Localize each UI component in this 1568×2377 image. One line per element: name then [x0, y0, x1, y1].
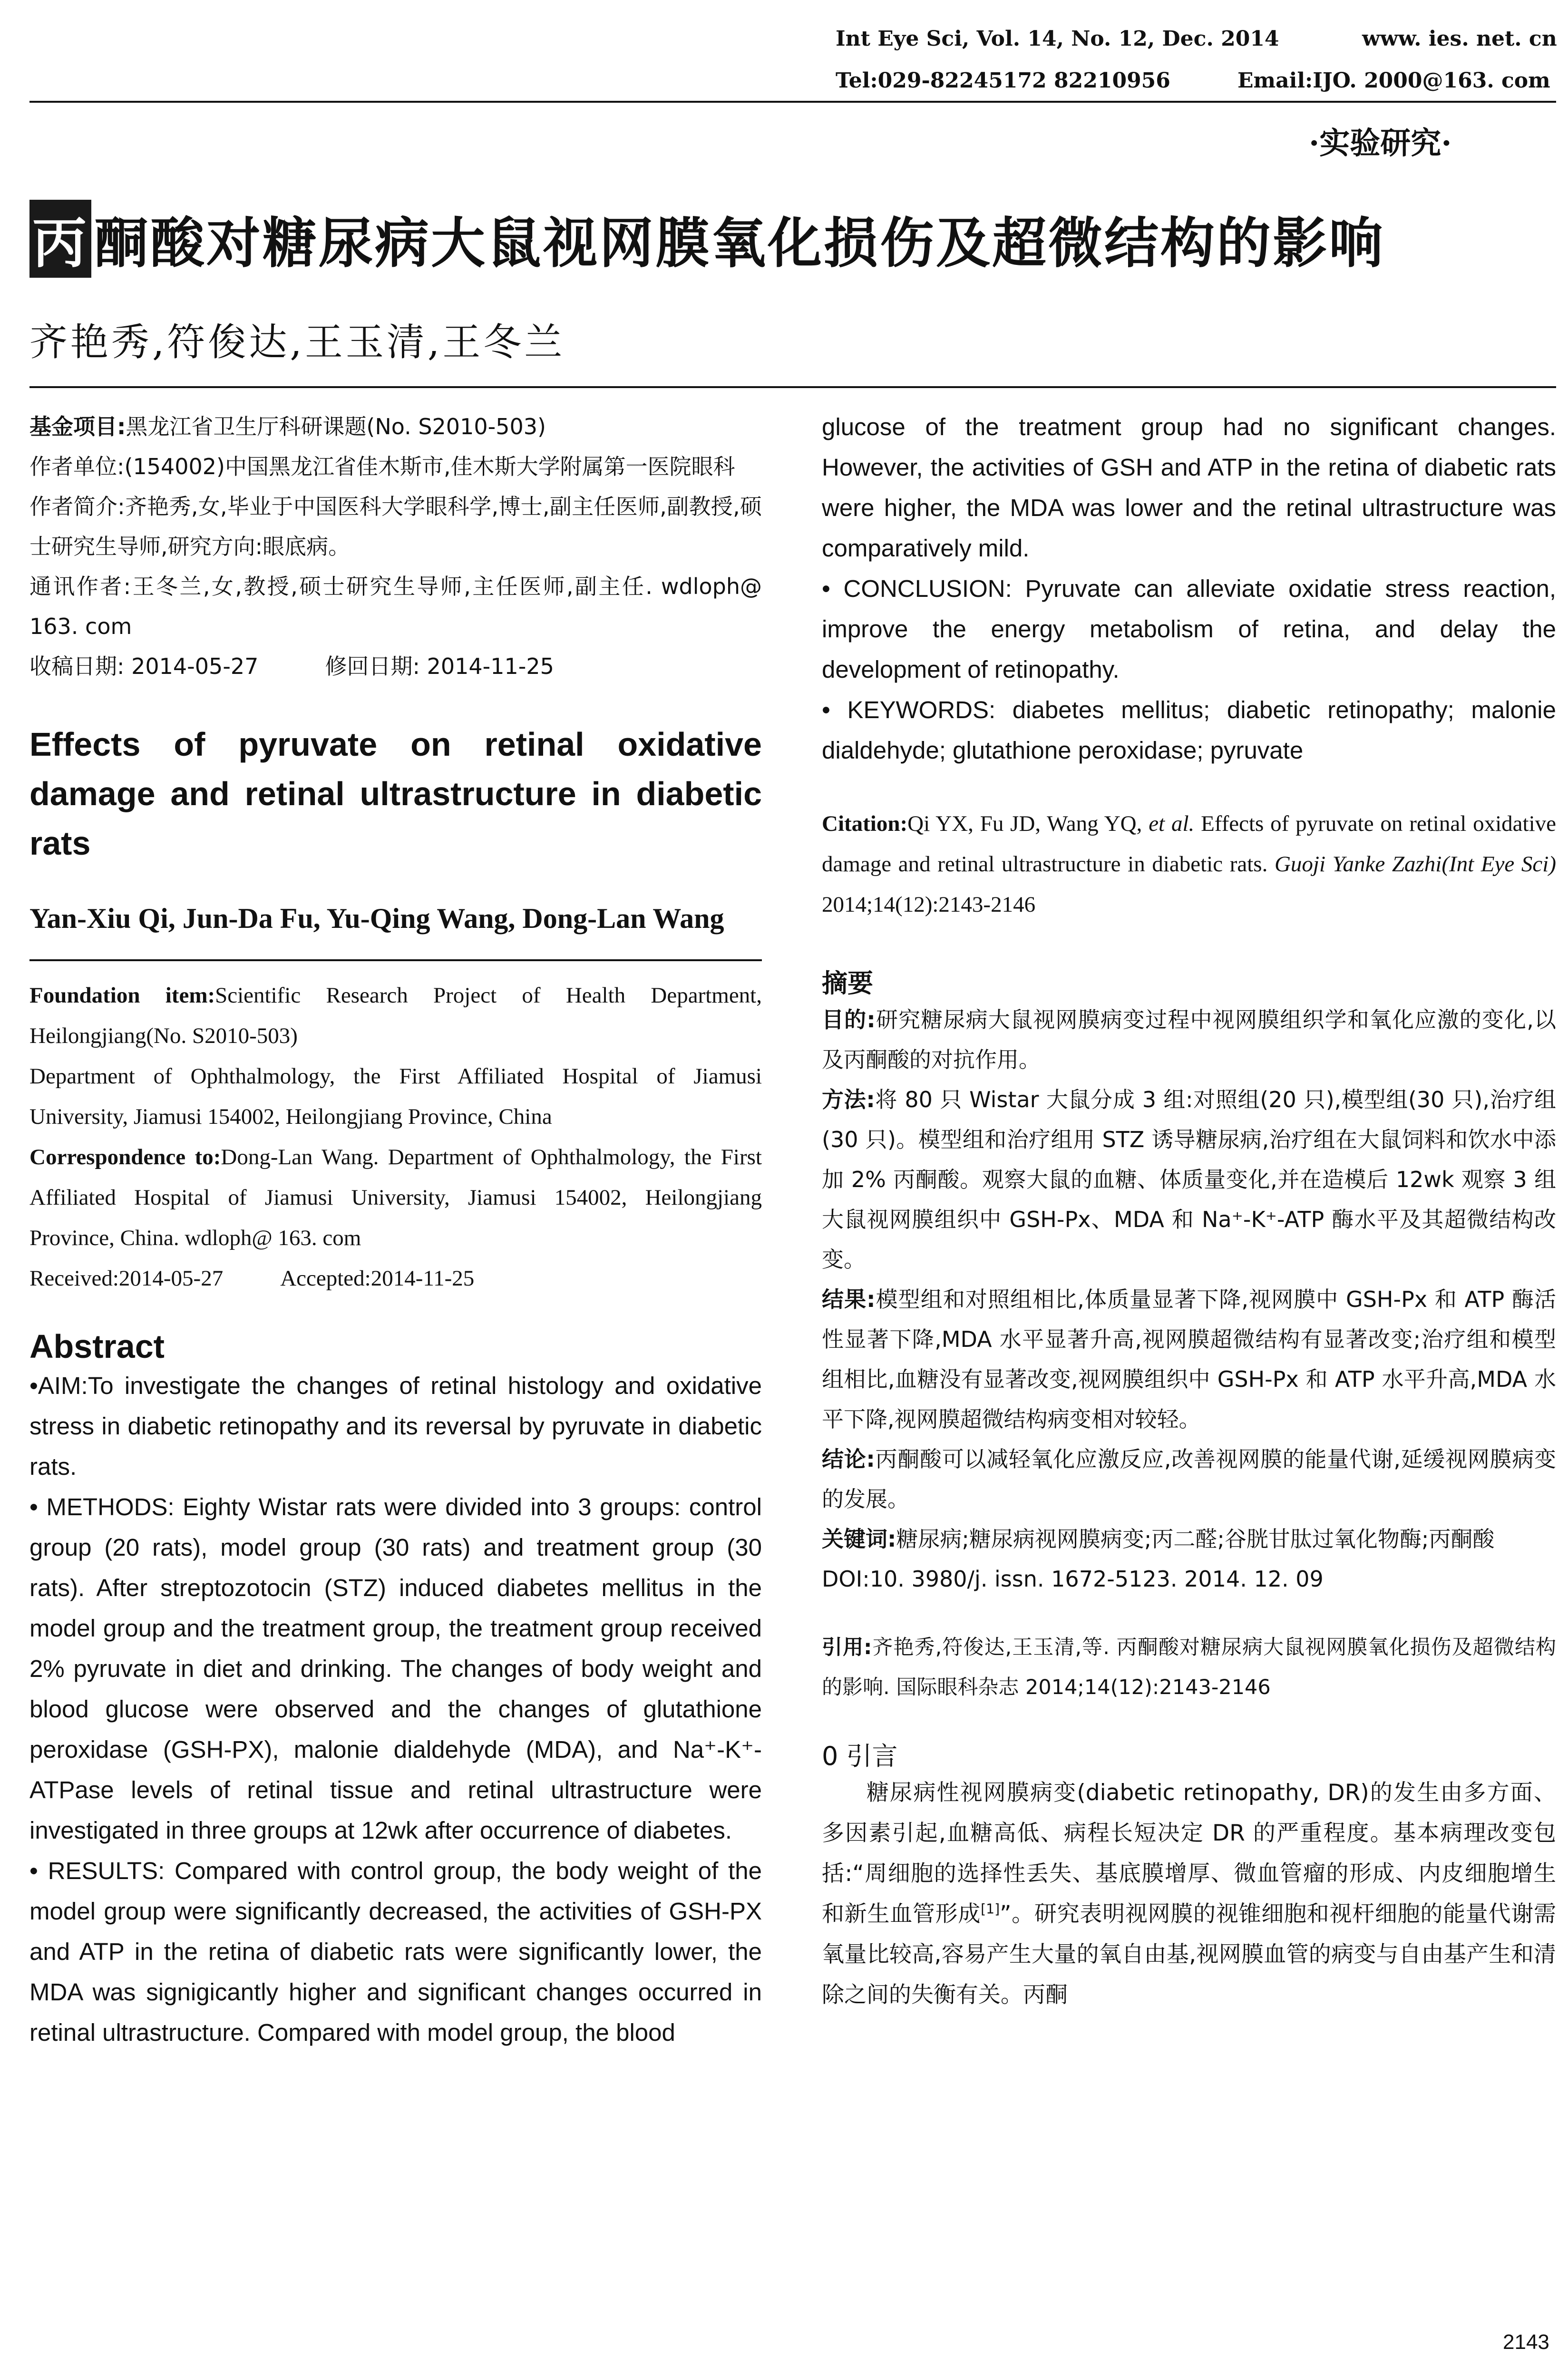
- journal-website: www. ies. net. cn: [1362, 27, 1557, 51]
- cn-aim: 目的:研究糖尿病大鼠视网膜病变过程中视网膜组织学和氧化应激的变化,以及丙酮酸的对抗作用。: [822, 1007, 1556, 1072]
- department: Department of Ophthalmology, the First Affiliated Hospital of Jiamusi University, Jiamusi 154002, Heilongjiang Province, China: [29, 1064, 762, 1129]
- section-tag: ·实验研究·: [1309, 126, 1452, 161]
- english-title: Effects of pyruvate on retinal oxidative damage and retinal ultrastructure in diabetic rats: [29, 726, 762, 862]
- cn-results: 结果:模型组和对照组相比,体质量显著下降,视网膜中 GSH-Px 和 ATP 酶活性显著下降,MDA 水平显著升高,视网膜超微结构有显著改变;治疗组和模型组相比,血糖没有显著改变,视网膜组织中 GSH-Px 和 ATP 水平升高,MDA 水平下降,视网膜超微结构病变相对较轻。: [822, 1286, 1556, 1432]
- corr-line-cn: 通讯作者:王冬兰,女,教授,硕士研究生导师,主任医师,副主任. wdloph@ 163. com: [29, 574, 762, 639]
- title-marked-char: 丙: [29, 200, 91, 278]
- cn-abstract-heading: 摘要: [822, 968, 873, 998]
- abstract-results: • RESULTS: Compared with control group, the body weight of the model group were significantly decreased, the activities of GSH-PX and ATP in the retina of diabetic rats were significantly lower, the MDA was signigicantly higher and significant changes occurred in retinal ultrastructure. Compared with model group, the blood: [29, 1857, 762, 2046]
- bio-line: 作者简介:齐艳秀,女,毕业于中国医科大学眼科学,博士,副主任医师,副教授,硕士研究生导师,研究方向:眼底病。: [29, 494, 762, 559]
- unit-line: 作者单位:(154002)中国黑龙江省佳木斯市,佳木斯大学附属第一医院眼科: [29, 454, 735, 479]
- header-rule: [29, 101, 1556, 103]
- abstract-keywords: • KEYWORDS: diabetes mellitus; diabetic retinopathy; malonie dialdehyde; glutathione peroxidase; pyruvate: [822, 696, 1556, 764]
- title-text: 酮酸对糖尿病大鼠视网膜氧化损伤及超微结构的影响: [94, 212, 1385, 275]
- cn-conclusion: 结论:丙酮酸可以减轻氧化应激反应,改善视网膜的能量代谢,延缓视网膜病变的发展。: [822, 1446, 1556, 1512]
- citation: Citation:Qi YX, Fu JD, Wang YQ, et al. Effects of pyruvate on retinal oxidative damage and retinal ultrastructure in diabetic rats. Guoji Yanke Zazhi(Int Eye Sci) 2014;14(12):2143-2146: [822, 811, 1557, 917]
- left-column: [29, 407, 762, 2053]
- page-number: 2143: [1503, 2330, 1549, 2354]
- article-title: [29, 200, 1385, 278]
- intro-heading: 0 引言: [822, 1741, 898, 1771]
- abstract-conclusion: • CONCLUSION: Pyruvate can alleviate oxidatie stress reaction, improve the energy metabolism of retina, and delay the development of retinopathy.: [822, 575, 1556, 683]
- cn-citation: 引用:齐艳秀,符俊达,王玉清,等. 丙酮酸对糖尿病大鼠视网膜氧化损伤及超微结构的影响. 国际眼科杂志 2014;14(12):2143-2146: [822, 1636, 1557, 1699]
- correspondence: Correspondence to:Dong-Lan Wang. Department of Ophthalmology, the First Affiliated Hospital of Jiamusi University, Jiamusi 154002, Heilongjiang Province, China. wdloph@ 163. com: [29, 1145, 762, 1250]
- abstract-methods: • METHODS: Eighty Wistar rats were divided into 3 groups: control group (20 rats), model group (30 rats) and treatment group (30 rats). After streptozotocin (STZ) induced diabetes mellitus in the model group and the treatment group, the treatment group received 2% pyruvate in diet and drinking. The changes of body weight and blood glucose were observed and the changes of glutathione peroxidase (GSH-PX), malonie dialdehyde (MDA), and Na⁺-K⁺-ATPase levels of retinal tissue and retinal ultrastructure were investigated in three groups at 12wk after occurrence of diabetes.: [29, 1493, 762, 1844]
- journal-line: Int Eye Sci, Vol. 14, No. 12, Dec. 2014: [836, 27, 1279, 51]
- journal-tel: Tel:029-82245172 82210956: [836, 68, 1170, 93]
- fund-line: 基金项目:黑龙江省卫生厅科研课题(No. S2010-503): [29, 414, 546, 439]
- dates-cn: 收稿日期: 2014-05-27 修回日期: 2014-11-25: [29, 653, 554, 679]
- reference-1[interactable]: [1]: [981, 1901, 1000, 1917]
- cn-keywords: 关键词:糖尿病;糖尿病视网膜病变;丙二醛;谷胱甘肽过氧化物酶;丙酮酸: [822, 1526, 1495, 1552]
- authors-rule: [29, 386, 1556, 388]
- authors-cn: 齐艳秀,符俊达,王玉清,王冬兰: [29, 320, 565, 364]
- abstract-aim: •AIM:To investigate the changes of retinal histology and oxidative stress in diabetic retinopathy and its reversal by pyruvate in diabetic rats.: [29, 1372, 762, 1480]
- abstract-heading: Abstract: [29, 1328, 165, 1365]
- cn-methods: 方法:将 80 只 Wistar 大鼠分成 3 组:对照组(20 只),模型组(30 只),治疗组(30 只)。模型组和治疗组用 STZ 诱导糖尿病,治疗组在大鼠饲料和饮水中添加 2% 丙酮酸。观察大鼠的血糖、体质量变化,并在造模后 12wk 观察 3 组大鼠视网膜组织中 GSH-Px、MDA 和 Na⁺-K⁺-ATP 酶水平及其超微结构改变。: [822, 1087, 1556, 1272]
- intro-body: 糖尿病性视网膜病变(diabetic retinopathy, DR)的发生由多方面、多因素引起,血糖高低、病程长短决定 DR 的严重程度。基本病理改变包括:“周细胞的选择性丢失、基底膜增厚、微血管瘤的形成、内皮细胞增生和新生血管形成[1]”。研究表明视网膜的视锥细胞和视杆细胞的能量代谢需氧量比较高,容易产生大量的氧自由基,视网膜血管的病变与自由基产生和清除之间的失衡有关。丙酮: [822, 1780, 1557, 2008]
- english-authors: Yan-Xiu Qi, Jun-Da Fu, Yu-Qing Wang, Dong-Lan Wang: [29, 903, 724, 934]
- foundation-item: Foundation item:Scientific Research Project of Health Department, Heilongjiang(No. S2010-503): [29, 983, 762, 1048]
- dates-en: Received:2014-05-27 Accepted:2014-11-25: [29, 1266, 475, 1291]
- doi: DOI:10. 3980/j. issn. 1672-5123. 2014. 12. 09: [822, 1566, 1324, 1592]
- right-column: [822, 407, 1556, 2015]
- journal-email: Email:IJO. 2000@163. com: [1237, 68, 1550, 93]
- abstract-results-cont: glucose of the treatment group had no significant changes. However, the activities of GSH and ATP in the retina of diabetic rats were higher, the MDA was lower and the retinal ultrastructure was comparatively mild.: [822, 413, 1556, 562]
